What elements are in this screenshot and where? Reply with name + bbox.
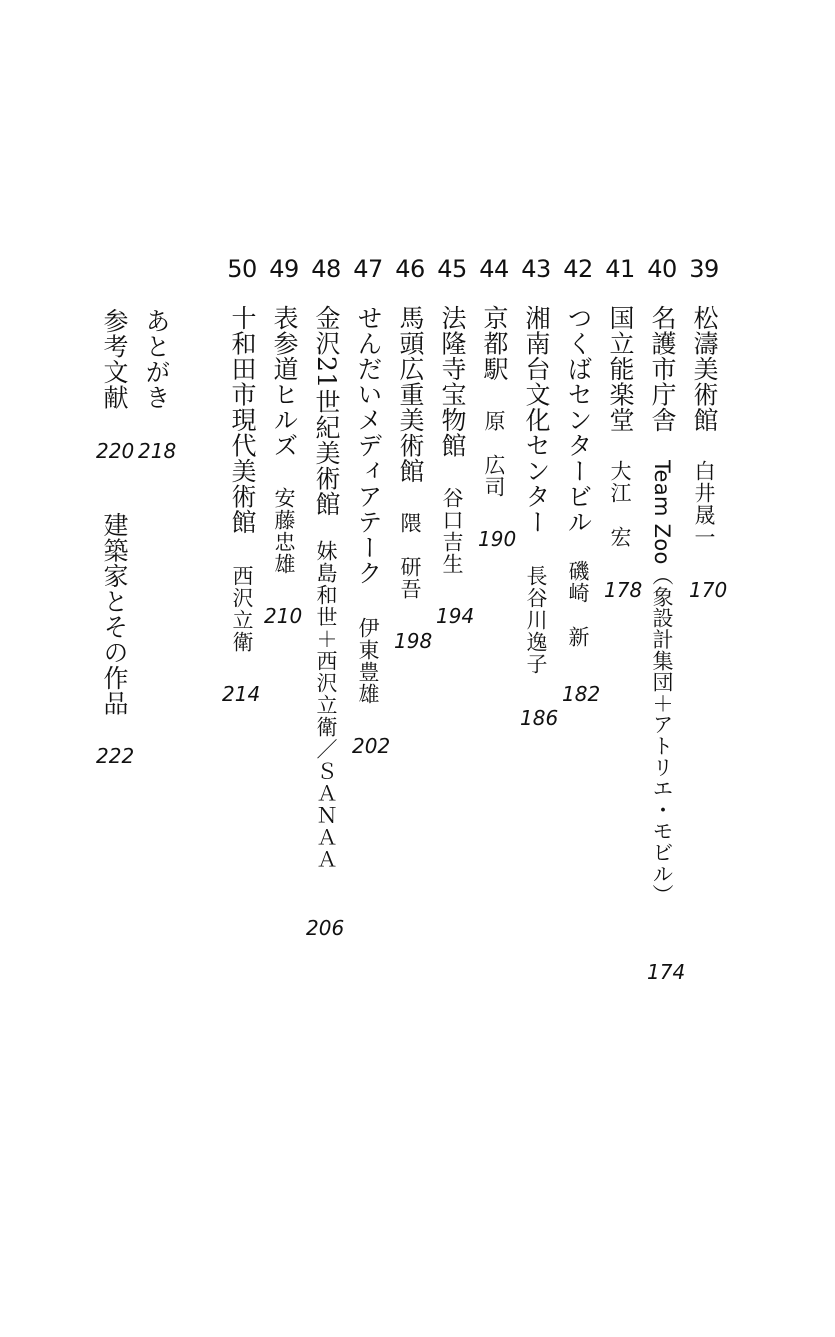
chapter-title: 十和田市現代美術館	[228, 305, 257, 535]
chapter-page: 182	[562, 682, 601, 706]
chapter-page: 214	[222, 682, 261, 706]
chapter-author: 磯崎 新	[566, 560, 590, 648]
chapter-number: 40	[647, 255, 677, 283]
chapter-title: 湘南台文化センター	[522, 305, 551, 535]
chapter-page: 190	[478, 527, 517, 551]
back-matter-title: 建築家とその作品	[100, 512, 129, 716]
chapter-title: 馬頭広重美術館	[396, 305, 425, 484]
chapter-number: 41	[605, 255, 635, 283]
back-matter-page: 222	[96, 744, 135, 768]
chapter-page: 178	[604, 578, 643, 602]
chapter-number: 50	[227, 255, 257, 283]
chapter-page: 202	[352, 734, 391, 758]
chapter-number: 45	[437, 255, 467, 283]
chapter-title: 松濤美術館	[690, 305, 719, 433]
chapter-author: 大江 宏	[608, 460, 632, 548]
chapter-page: 198	[394, 629, 433, 653]
chapter-page: 170	[689, 578, 728, 602]
chapter-title: 国立能楽堂	[606, 305, 635, 433]
chapter-title: 法隆寺宝物館	[438, 305, 467, 458]
chapter-author: 安藤忠雄	[272, 487, 296, 575]
chapter-number: 47	[353, 255, 383, 283]
chapter-author: 長谷川逸子	[524, 565, 548, 675]
chapter-author: 伊東豊雄	[356, 617, 380, 705]
chapter-author: 白井晟一	[692, 460, 716, 548]
chapter-page: 194	[436, 604, 475, 628]
chapter-number: 43	[521, 255, 551, 283]
chapter-page: 186	[520, 706, 559, 730]
chapter-author: 妹島和世＋西沢立衛／ＳＡＮＡＡ	[314, 540, 338, 870]
chapter-number: 42	[563, 255, 593, 283]
chapter-author: 隈 研吾	[398, 512, 422, 600]
chapter-author: Team Zoo（象設計集団＋アトリエ・モビル）	[650, 460, 674, 906]
chapter-number: 49	[269, 255, 299, 283]
back-matter-title: あとがき	[142, 308, 171, 410]
chapter-page: 210	[264, 604, 303, 628]
chapter-title: 金沢21世紀美術館	[312, 305, 341, 517]
chapter-page: 174	[647, 960, 686, 984]
back-matter-page: 220	[96, 439, 135, 463]
chapter-author: 谷口吉生	[440, 487, 464, 575]
chapter-author: 西沢立衛	[230, 565, 254, 653]
back-matter-title: 参考文献	[100, 308, 129, 410]
chapter-title: 名護市庁舎	[648, 305, 677, 433]
chapter-title: 京都駅	[480, 305, 509, 382]
chapter-number: 44	[479, 255, 509, 283]
chapter-number: 39	[689, 255, 719, 283]
chapter-title: 表参道ヒルズ	[270, 305, 299, 458]
chapter-title: せんだいメディアテーク	[354, 305, 383, 586]
chapter-author: 原 広司	[482, 410, 506, 498]
back-matter-page: 218	[138, 439, 177, 463]
chapter-number: 48	[311, 255, 341, 283]
chapter-title: つくばセンタービル	[564, 305, 593, 535]
chapter-page: 206	[306, 916, 345, 940]
chapter-number: 46	[395, 255, 425, 283]
